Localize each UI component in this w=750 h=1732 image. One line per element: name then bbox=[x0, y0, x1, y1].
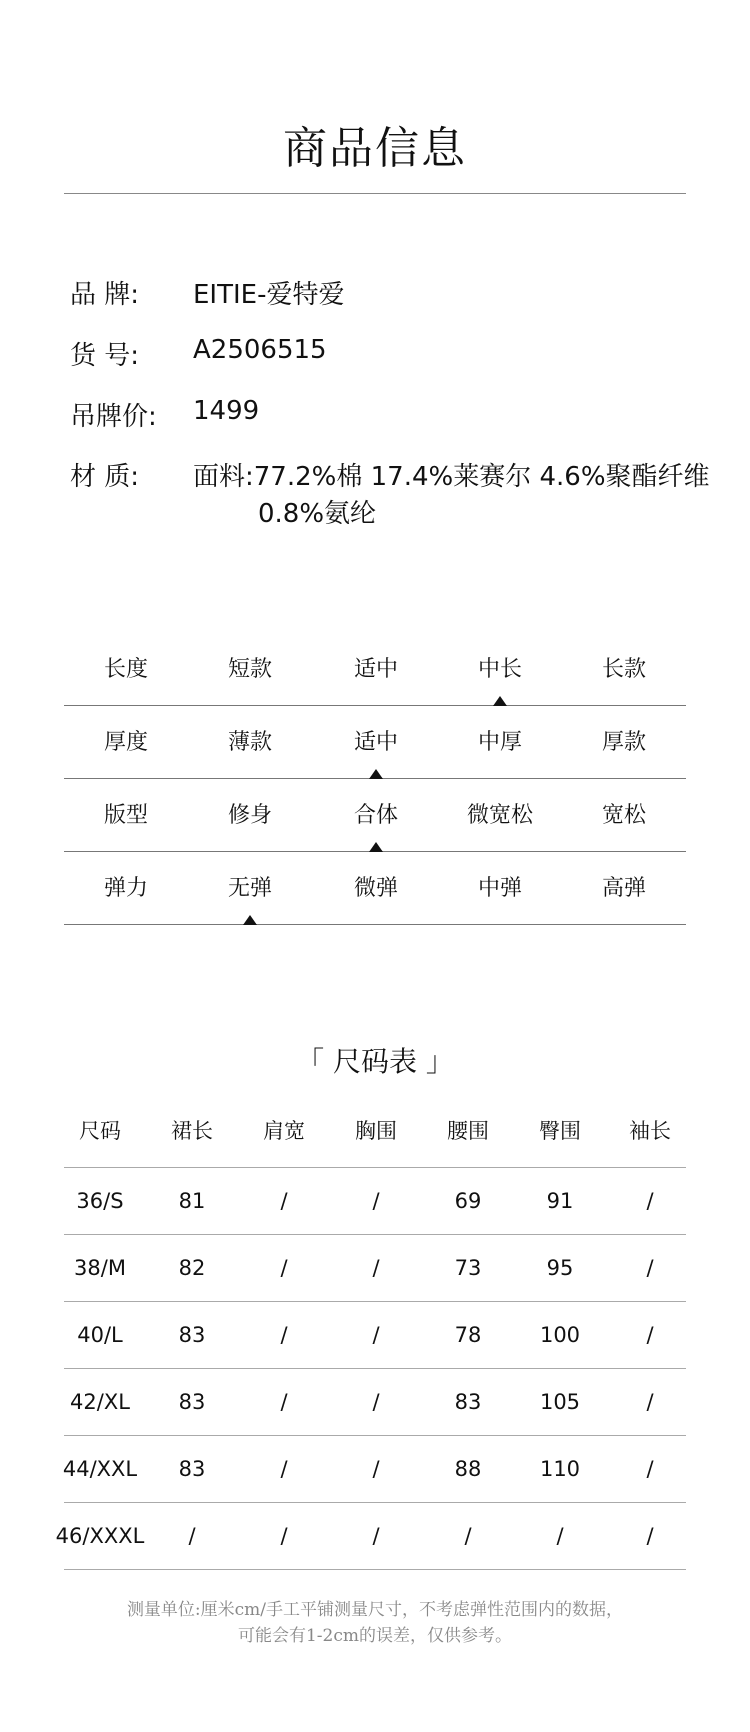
table-cell: / bbox=[280, 1390, 288, 1414]
size-table bbox=[55, 1115, 686, 1570]
table-cell: / bbox=[646, 1524, 654, 1548]
table-cell: 110 bbox=[539, 1457, 581, 1481]
info-value-line2: 0.8%氨纶 bbox=[258, 499, 377, 529]
table-header-cell: 袖长 bbox=[629, 1119, 671, 1143]
attribute-option: 无弹 bbox=[227, 876, 272, 901]
table-cell: 38/M bbox=[74, 1256, 126, 1280]
table-cell: 44/XXL bbox=[62, 1457, 138, 1481]
table-cell: 88 bbox=[454, 1457, 482, 1481]
table-cell: 46/XXXL bbox=[55, 1524, 145, 1548]
attribute-option: 宽松 bbox=[601, 803, 646, 828]
attribute-option: 修身 bbox=[227, 803, 272, 828]
title-divider bbox=[64, 193, 686, 194]
table-cell: / bbox=[280, 1323, 288, 1347]
table-cell: / bbox=[556, 1524, 564, 1548]
table-cell: / bbox=[646, 1457, 654, 1481]
attribute-name: 长度 bbox=[103, 657, 148, 682]
attribute-option: 短款 bbox=[227, 657, 272, 682]
table-cell: 36/S bbox=[76, 1189, 124, 1213]
table-cell: / bbox=[280, 1189, 288, 1213]
measurement-note bbox=[0, 1597, 750, 1649]
table-header-cell: 腰围 bbox=[447, 1119, 489, 1143]
attribute-option: 中长 bbox=[477, 657, 522, 682]
info-value: EITIE-爱特爱 bbox=[193, 280, 345, 310]
note-line: 可能会有1-2cm的误差，仅供参考。 bbox=[237, 1626, 513, 1646]
table-row bbox=[64, 1235, 686, 1302]
attribute-row bbox=[64, 632, 686, 706]
info-value: 1499 bbox=[193, 396, 260, 426]
table-header-cell: 肩宽 bbox=[263, 1119, 305, 1143]
table-cell: 69 bbox=[454, 1189, 482, 1213]
info-label: 吊牌价: bbox=[70, 402, 157, 432]
table-cell: / bbox=[646, 1323, 654, 1347]
table-cell: 83 bbox=[178, 1390, 206, 1414]
attribute-name: 弹力 bbox=[103, 876, 148, 901]
info-value: A2506515 bbox=[193, 335, 327, 365]
table-cell: / bbox=[372, 1256, 380, 1280]
table-cell: 40/L bbox=[77, 1323, 123, 1347]
table-cell: 83 bbox=[454, 1390, 482, 1414]
table-cell: / bbox=[280, 1524, 288, 1548]
table-row bbox=[64, 1369, 686, 1436]
attribute-option: 适中 bbox=[353, 657, 398, 682]
table-row bbox=[64, 1168, 686, 1235]
table-cell: 95 bbox=[546, 1256, 574, 1280]
table-cell: 105 bbox=[539, 1390, 581, 1414]
attribute-option: 适中 bbox=[353, 730, 398, 755]
table-cell: / bbox=[372, 1189, 380, 1213]
table-cell: / bbox=[280, 1457, 288, 1481]
table-header-cell: 尺码 bbox=[79, 1119, 121, 1143]
table-row bbox=[64, 1302, 686, 1369]
table-cell: 83 bbox=[178, 1457, 206, 1481]
info-label: 材 质: bbox=[70, 462, 140, 492]
table-cell: / bbox=[280, 1256, 288, 1280]
attribute-row bbox=[64, 851, 686, 925]
table-row bbox=[64, 1436, 686, 1503]
table-row bbox=[55, 1503, 686, 1570]
info-label: 货 号: bbox=[70, 341, 140, 371]
selected-marker-icon bbox=[243, 915, 257, 925]
table-cell: / bbox=[372, 1390, 380, 1414]
table-cell: 42/XL bbox=[70, 1390, 130, 1414]
attribute-option: 厚款 bbox=[601, 730, 646, 755]
note-line: 测量单位:厘米cm/手工平铺测量尺寸，不考虑弹性范围内的数据， bbox=[126, 1600, 624, 1620]
table-cell: / bbox=[646, 1390, 654, 1414]
table-header-cell: 胸围 bbox=[355, 1119, 397, 1143]
attribute-name: 版型 bbox=[103, 803, 148, 828]
table-cell: 78 bbox=[454, 1323, 482, 1347]
attribute-option: 微宽松 bbox=[466, 803, 533, 828]
table-header-row bbox=[64, 1115, 686, 1168]
table-cell: 83 bbox=[178, 1323, 206, 1347]
table-cell: / bbox=[372, 1524, 380, 1548]
table-cell: 91 bbox=[546, 1189, 574, 1213]
attribute-option: 高弹 bbox=[601, 876, 646, 901]
info-label: 品 牌: bbox=[70, 280, 140, 310]
table-header-cell: 裙长 bbox=[171, 1119, 213, 1143]
table-cell: / bbox=[188, 1524, 196, 1548]
table-cell: / bbox=[372, 1323, 380, 1347]
table-header-cell: 臀围 bbox=[539, 1119, 581, 1143]
table-cell: / bbox=[646, 1256, 654, 1280]
attribute-row bbox=[64, 705, 686, 779]
table-cell: 82 bbox=[178, 1256, 206, 1280]
attribute-option: 薄款 bbox=[227, 730, 272, 755]
attribute-option: 长款 bbox=[601, 657, 646, 682]
attribute-option: 中弹 bbox=[477, 876, 522, 901]
table-cell: / bbox=[646, 1189, 654, 1213]
attribute-option: 合体 bbox=[353, 803, 398, 828]
info-value: 面料:77.2%棉 17.4%莱赛尔 4.6%聚酯纤维 bbox=[193, 462, 710, 492]
table-cell: / bbox=[464, 1524, 472, 1548]
table-cell: / bbox=[372, 1457, 380, 1481]
size-chart-title: 「 尺码表 」 bbox=[296, 1045, 454, 1078]
table-cell: 100 bbox=[539, 1323, 581, 1347]
attribute-option: 中厚 bbox=[477, 730, 522, 755]
page-title: 商品信息 bbox=[283, 123, 467, 174]
table-cell: 81 bbox=[178, 1189, 206, 1213]
attribute-option: 微弹 bbox=[353, 876, 398, 901]
table-cell: 73 bbox=[454, 1256, 482, 1280]
attribute-row bbox=[64, 778, 686, 852]
attribute-name: 厚度 bbox=[103, 730, 148, 755]
